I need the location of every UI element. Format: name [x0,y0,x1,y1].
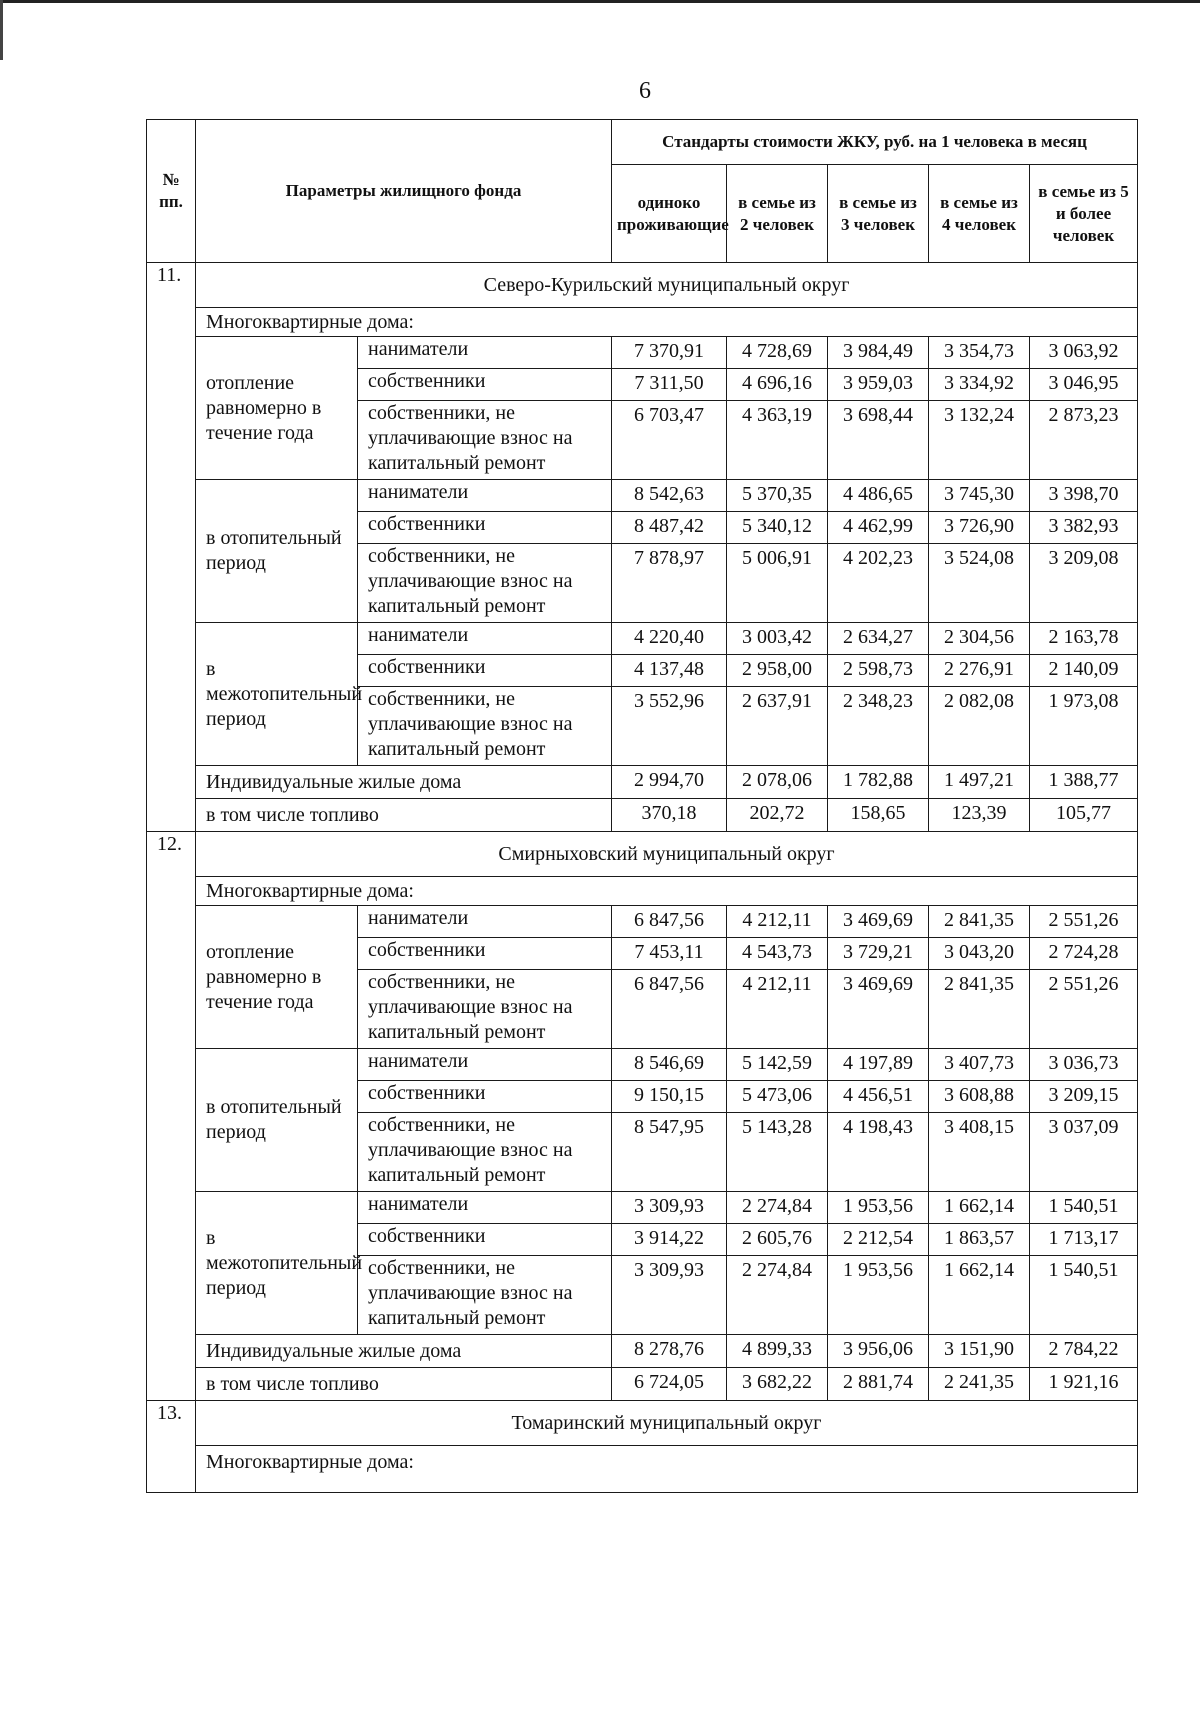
value-cell: 2 841,35 [929,970,1030,1049]
group-label: в межотопительный период [196,623,358,766]
value-cell: 4 198,43 [828,1113,929,1192]
category-cell: наниматели [358,480,612,512]
header-subcol: в семье из 5 и более человек [1030,165,1138,263]
table-row [147,1049,1138,1081]
value-cell: 3 698,44 [828,401,929,480]
value-cell: 3 036,73 [1030,1049,1138,1081]
individual-label: Индивидуальные жилые дома [196,766,612,799]
category-cell: собственники, не уплачивающие взнос на капитальный ремонт [358,1113,612,1192]
value-cell: 370,18 [612,799,727,832]
value-cell: 4 212,11 [727,970,828,1049]
section-title: Северо-Курильский муниципальный округ [196,263,1138,308]
individual-houses-row [147,1335,1138,1368]
value-cell: 3 382,93 [1030,512,1138,544]
value-cell: 4 137,48 [612,655,727,687]
value-cell: 3 745,30 [929,480,1030,512]
value-cell: 2 551,26 [1030,906,1138,938]
section-subtitle: Многоквартирные дома: [196,1446,1138,1493]
value-cell: 1 662,14 [929,1256,1030,1335]
group-label: отопление равномерно в течение года [196,337,358,480]
value-cell: 8 542,63 [612,480,727,512]
value-cell: 3 063,92 [1030,337,1138,369]
value-cell: 8 547,95 [612,1113,727,1192]
value-cell: 7 453,11 [612,938,727,970]
value-cell: 2 274,84 [727,1192,828,1224]
value-cell: 6 847,56 [612,906,727,938]
value-cell: 5 370,35 [727,480,828,512]
section-title: Смирныховский муниципальный округ [196,832,1138,877]
value-cell: 2 212,54 [828,1224,929,1256]
category-cell: собственники [358,1224,612,1256]
value-cell: 5 142,59 [727,1049,828,1081]
value-cell: 1 662,14 [929,1192,1030,1224]
value-cell: 3 209,15 [1030,1081,1138,1113]
individual-label: Индивидуальные жилые дома [196,1335,612,1368]
value-cell: 2 551,26 [1030,970,1138,1049]
value-cell: 3 726,90 [929,512,1030,544]
section-subtitle: Многоквартирные дома: [196,308,1138,337]
individual-houses-row [147,766,1138,799]
value-cell: 1 388,77 [1030,766,1138,799]
value-cell: 2 078,06 [727,766,828,799]
value-cell: 2 994,70 [612,766,727,799]
value-cell: 4 197,89 [828,1049,929,1081]
category-cell: собственники, не уплачивающие взнос на капитальный ремонт [358,970,612,1049]
fuel-label: в том числе топливо [196,799,612,832]
value-cell: 1 540,51 [1030,1192,1138,1224]
value-cell: 3 959,03 [828,369,929,401]
value-cell: 6 847,56 [612,970,727,1049]
value-cell: 2 637,91 [727,687,828,766]
category-cell: наниматели [358,1049,612,1081]
category-cell: собственники [358,1081,612,1113]
value-cell: 7 370,91 [612,337,727,369]
page-number: 6 [639,78,651,104]
value-cell: 123,39 [929,799,1030,832]
value-cell: 4 486,65 [828,480,929,512]
value-cell: 5 143,28 [727,1113,828,1192]
value-cell: 3 132,24 [929,401,1030,480]
value-cell: 7 878,97 [612,544,727,623]
value-cell: 3 984,49 [828,337,929,369]
value-cell: 4 456,51 [828,1081,929,1113]
header-subcol: одиноко проживающие [612,165,727,263]
header-subcol: в семье из 3 человек [828,165,929,263]
value-cell: 202,72 [727,799,828,832]
value-cell: 9 150,15 [612,1081,727,1113]
value-cell: 4 543,73 [727,938,828,970]
category-cell: собственники [358,938,612,970]
value-cell: 3 408,15 [929,1113,1030,1192]
category-cell: собственники [358,512,612,544]
section-number: 12. [147,832,196,1401]
value-cell: 3 046,95 [1030,369,1138,401]
value-cell: 3 914,22 [612,1224,727,1256]
value-cell: 8 487,42 [612,512,727,544]
value-cell: 2 163,78 [1030,623,1138,655]
scan-edge-left [0,0,3,60]
value-cell: 2 873,23 [1030,401,1138,480]
table-row [147,1192,1138,1224]
section-number: 13. [147,1401,196,1493]
value-cell: 2 276,91 [929,655,1030,687]
category-cell: наниматели [358,1192,612,1224]
value-cell: 2 605,76 [727,1224,828,1256]
value-cell: 4 696,16 [727,369,828,401]
value-cell: 5 473,06 [727,1081,828,1113]
value-cell: 2 348,23 [828,687,929,766]
header-col-params: Параметры жилищного фонда [196,120,612,263]
value-cell: 2 841,35 [929,906,1030,938]
value-cell: 3 209,08 [1030,544,1138,623]
value-cell: 3 729,21 [828,938,929,970]
value-cell: 3 354,73 [929,337,1030,369]
table-row [147,337,1138,369]
value-cell: 3 608,88 [929,1081,1030,1113]
value-cell: 1 921,16 [1030,1368,1138,1401]
value-cell: 4 462,99 [828,512,929,544]
value-cell: 4 212,11 [727,906,828,938]
category-cell: собственники, не уплачивающие взнос на капитальный ремонт [358,687,612,766]
value-cell: 4 728,69 [727,337,828,369]
header-col-standards: Стандарты стоимости ЖКУ, руб. на 1 человека в месяц [612,120,1138,165]
value-cell: 6 703,47 [612,401,727,480]
table-row [147,623,1138,655]
value-cell: 3 469,69 [828,906,929,938]
value-cell: 2 274,84 [727,1256,828,1335]
group-label: в межотопительный период [196,1192,358,1335]
value-cell: 105,77 [1030,799,1138,832]
value-cell: 2 140,09 [1030,655,1138,687]
value-cell: 2 304,56 [929,623,1030,655]
value-cell: 1 497,21 [929,766,1030,799]
value-cell: 2 881,74 [828,1368,929,1401]
value-cell: 1 863,57 [929,1224,1030,1256]
header-subcol: в семье из 4 человек [929,165,1030,263]
category-cell: наниматели [358,623,612,655]
value-cell: 1 973,08 [1030,687,1138,766]
fuel-label: в том числе топливо [196,1368,612,1401]
category-cell: собственники, не уплачивающие взнос на капитальный ремонт [358,544,612,623]
value-cell: 4 202,23 [828,544,929,623]
value-cell: 4 220,40 [612,623,727,655]
value-cell: 3 956,06 [828,1335,929,1368]
standards-table [146,119,1138,1493]
value-cell: 8 278,76 [612,1335,727,1368]
section-title: Томаринский муниципальный округ [196,1401,1138,1446]
value-cell: 3 469,69 [828,970,929,1049]
value-cell: 2 634,27 [828,623,929,655]
value-cell: 3 524,08 [929,544,1030,623]
value-cell: 5 006,91 [727,544,828,623]
value-cell: 1 953,56 [828,1192,929,1224]
header-subcol: в семье из 2 человек [727,165,828,263]
value-cell: 3 309,93 [612,1192,727,1224]
value-cell: 3 398,70 [1030,480,1138,512]
scan-edge-top [0,0,1200,3]
table-row [147,480,1138,512]
value-cell: 5 340,12 [727,512,828,544]
value-cell: 6 724,05 [612,1368,727,1401]
value-cell: 3 682,22 [727,1368,828,1401]
value-cell: 2 241,35 [929,1368,1030,1401]
category-cell: собственники, не уплачивающие взнос на капитальный ремонт [358,1256,612,1335]
category-cell: собственники, не уплачивающие взнос на капитальный ремонт [358,401,612,480]
header-col-num: № пп. [147,120,196,263]
value-cell: 2 784,22 [1030,1335,1138,1368]
category-cell: наниматели [358,906,612,938]
value-cell: 1 713,17 [1030,1224,1138,1256]
value-cell: 1 953,56 [828,1256,929,1335]
value-cell: 2 082,08 [929,687,1030,766]
section-subtitle: Многоквартирные дома: [196,877,1138,906]
group-label: отопление равномерно в течение года [196,906,358,1049]
value-cell: 3 552,96 [612,687,727,766]
fuel-row [147,1368,1138,1401]
group-label: в отопительный период [196,1049,358,1192]
value-cell: 2 724,28 [1030,938,1138,970]
value-cell: 2 598,73 [828,655,929,687]
table-row [147,906,1138,938]
value-cell: 7 311,50 [612,369,727,401]
value-cell: 8 546,69 [612,1049,727,1081]
value-cell: 3 407,73 [929,1049,1030,1081]
category-cell: наниматели [358,337,612,369]
category-cell: собственники [358,655,612,687]
value-cell: 1 782,88 [828,766,929,799]
category-cell: собственники [358,369,612,401]
value-cell: 2 958,00 [727,655,828,687]
value-cell: 158,65 [828,799,929,832]
value-cell: 1 540,51 [1030,1256,1138,1335]
value-cell: 4 363,19 [727,401,828,480]
value-cell: 3 037,09 [1030,1113,1138,1192]
value-cell: 3 003,42 [727,623,828,655]
fuel-row [147,799,1138,832]
section-number: 11. [147,263,196,832]
value-cell: 3 309,93 [612,1256,727,1335]
value-cell: 3 334,92 [929,369,1030,401]
group-label: в отопительный период [196,480,358,623]
value-cell: 3 151,90 [929,1335,1030,1368]
value-cell: 4 899,33 [727,1335,828,1368]
value-cell: 3 043,20 [929,938,1030,970]
